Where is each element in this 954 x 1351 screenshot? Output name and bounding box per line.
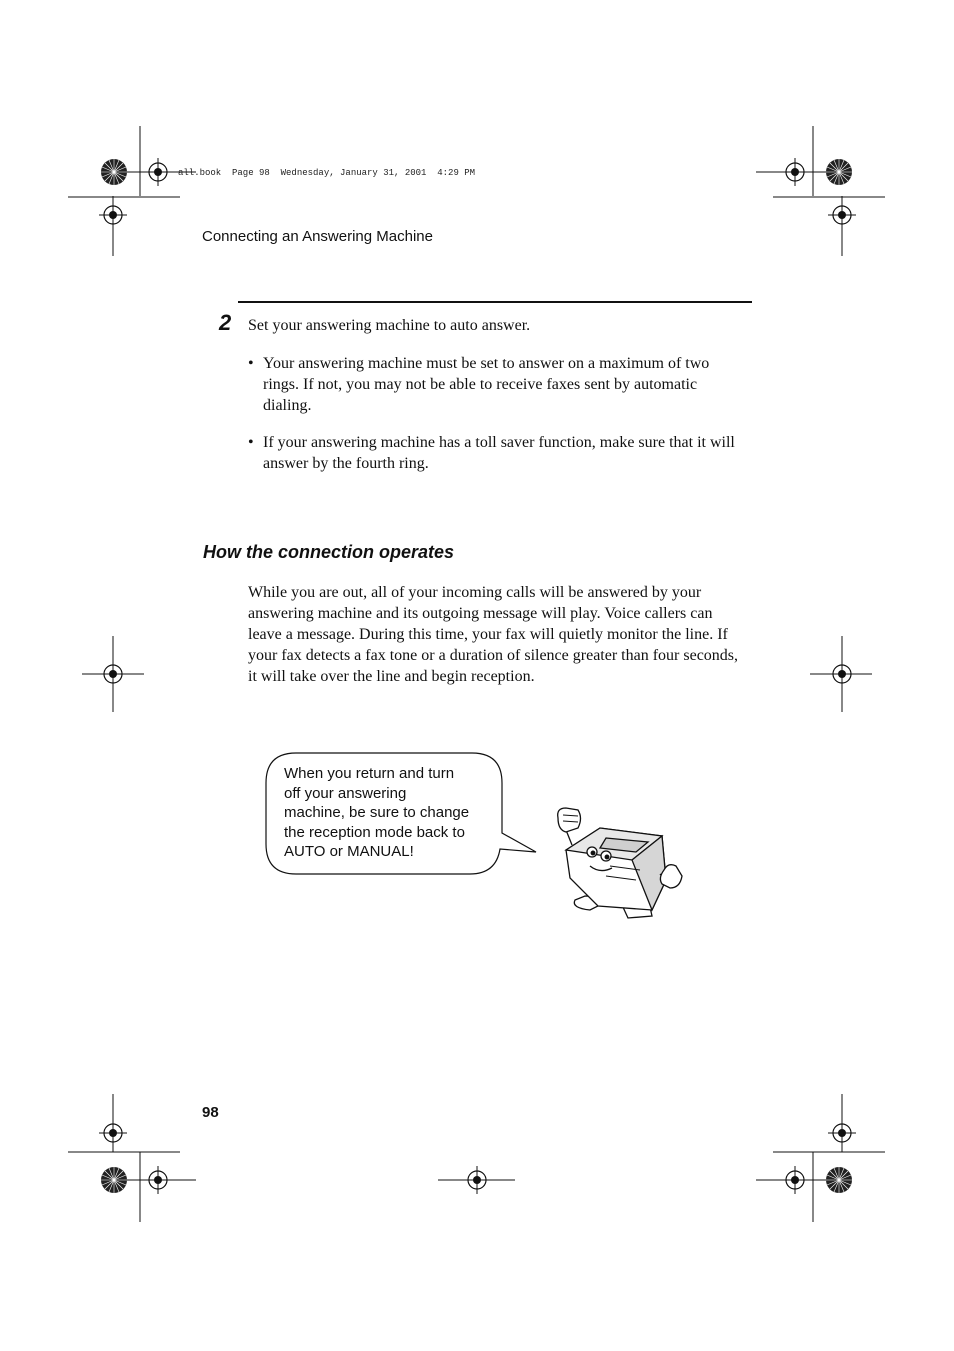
print-slug: all.book Page 98 Wednesday, January 31, 2001 4:29 PM xyxy=(178,168,476,178)
callout-line: the reception mode back to xyxy=(284,823,465,841)
step-number: 2 xyxy=(219,310,232,335)
bullet-icon: • xyxy=(248,434,254,451)
running-head: Connecting an Answering Machine xyxy=(202,228,433,245)
list-item-text: Your answering machine must be set to answer on a maximum of two rings. If not, you may not be able to receive faxes sent by automatic dialing. xyxy=(263,355,710,414)
body-paragraph: While you are out, all of your incoming calls will be answered by your answering machine and its outgoing message will play. Voice callers can leave a message. During this time, your fax will quietly monitor the line. If your fax detects a fax tone or a duration of silence greater than four seconds, it will take over the line and begin reception. xyxy=(248,584,739,685)
list-item-text: If your answering machine has a toll saver function, make sure that it will answer by the fourth ring. xyxy=(263,434,735,472)
page-number: 98 xyxy=(202,1104,219,1121)
callout-line: machine, be sure to change xyxy=(284,804,470,821)
callout-line: When you return and turn xyxy=(284,765,455,782)
step-text: Set your answering machine to auto answer. xyxy=(248,317,531,334)
callout-line: off your answering xyxy=(284,784,407,802)
fax-mascot-icon xyxy=(558,808,682,918)
section-heading: How the connection operates xyxy=(203,542,455,562)
callout-line: AUTO or MANUAL! xyxy=(284,843,414,860)
callout-text xyxy=(284,764,496,862)
bullet-icon: • xyxy=(248,355,254,372)
